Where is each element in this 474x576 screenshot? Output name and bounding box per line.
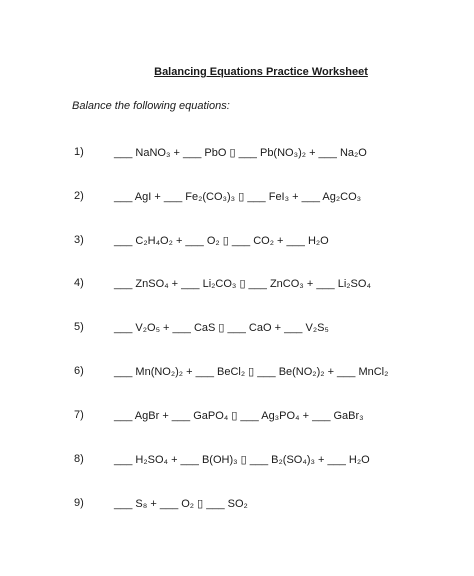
instructions-text: Balance the following equations: [72, 100, 230, 112]
equation-text: ___ ZnSO₄ + ___ Li₂CO₃ ▯ ___ ZnCO₃ + ___ Li₂SO₄ [114, 278, 371, 290]
equation-number: 7) [74, 409, 84, 421]
equation-text: ___ NaNO₃ + ___ PbO ▯ ___ Pb(NO₃)₂ + ___ Na₂O [114, 147, 367, 159]
equation-number: 9) [74, 497, 84, 509]
equation-text: ___ V₂O₅ + ___ CaS ▯ ___ CaO + ___ V₂S₅ [114, 322, 329, 334]
equation-text: ___ AgI + ___ Fe₂(CO₃)₃ ▯ ___ FeI₃ + ___ Ag₂CO₃ [114, 191, 362, 203]
equation-number: 5) [74, 321, 84, 333]
equation-number: 4) [74, 277, 84, 289]
equation-text: ___ S₈ + ___ O₂ ▯ ___ SO₂ [114, 498, 248, 510]
equation-number: 8) [74, 453, 84, 465]
equation-number: 2) [74, 190, 84, 202]
equation-number: 3) [74, 234, 84, 246]
equation-text: ___ C₂H₄O₂ + ___ O₂ ▯ ___ CO₂ + ___ H₂O [114, 235, 329, 247]
equation-text: ___ AgBr + ___ GaPO₄ ▯ ___ Ag₃PO₄ + ___ GaBr₃ [114, 410, 364, 422]
equation-text: ___ H₂SO₄ + ___ B(OH)₃ ▯ ___ B₂(SO₄)₃ + ___ H₂O [114, 454, 370, 466]
worksheet-title: Balancing Equations Practice Worksheet [154, 66, 368, 78]
equation-number: 1) [74, 146, 84, 158]
equation-number: 6) [74, 365, 84, 377]
equation-text: ___ Mn(NO₂)₂ + ___ BeCl₂ ▯ ___ Be(NO₂)₂ + ___ MnCl₂ [114, 366, 389, 378]
